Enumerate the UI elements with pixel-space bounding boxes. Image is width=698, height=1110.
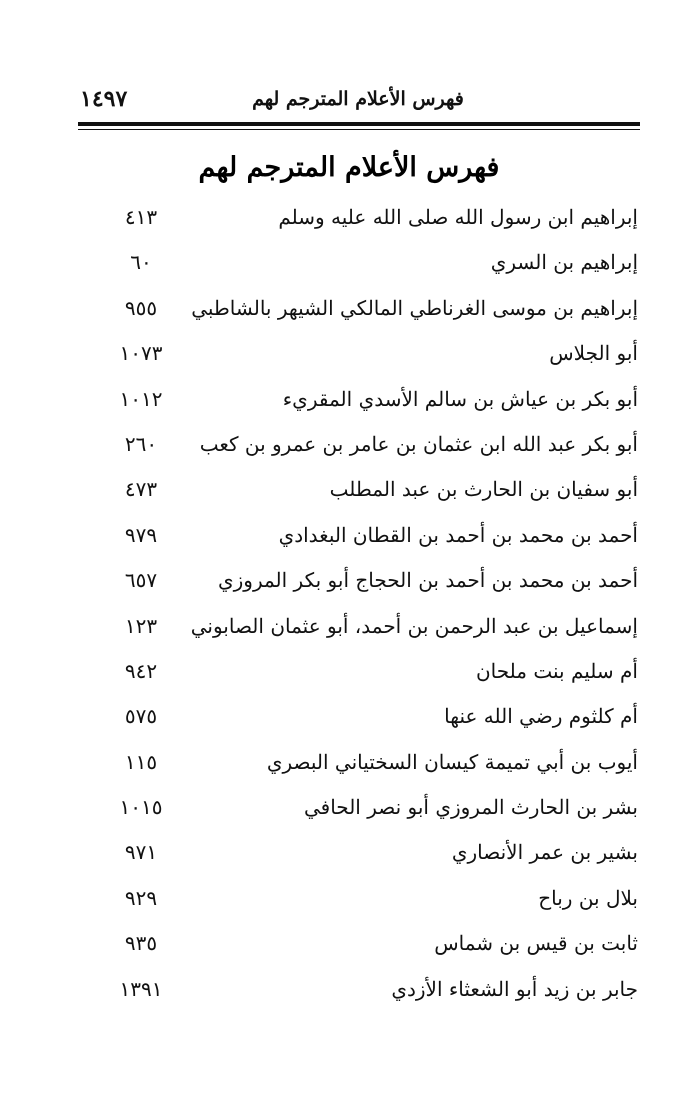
running-title: فهرس الأعلام المترجم لهم [252, 88, 464, 110]
index-entry [110, 607, 638, 652]
index-entry [110, 697, 638, 742]
entry-page-number: ٩٧٩ [124, 522, 158, 547]
entry-page-number: ١٠٧٣ [119, 341, 163, 366]
index-entry [110, 879, 638, 924]
entry-name: أبو بكر بن عياش بن سالم الأسدي المقريء [282, 386, 638, 411]
entry-name: جابر بن زيد أبو الشعثاء الأزدي [391, 976, 638, 1001]
index-entry [110, 198, 638, 243]
index-entry [110, 970, 638, 1015]
entry-page-number: ٩٣٥ [124, 931, 158, 956]
entry-page-number: ٩٧١ [124, 840, 158, 865]
index-entry [110, 924, 638, 969]
index-entry [110, 289, 638, 334]
entry-page-number: ٩٥٥ [124, 295, 158, 320]
entry-name: أبو سفيان بن الحارث بن عبد المطلب [329, 477, 638, 502]
entry-name: أبو بكر عبد الله ابن عثمان بن عامر بن عمرو بن كعب [199, 431, 638, 456]
entry-page-number: ٦٥٧ [124, 568, 158, 593]
entry-page-number: ١٣٩١ [119, 976, 163, 1001]
index-heading: فهرس الأعلام المترجم لهم [198, 152, 500, 183]
index-entry [110, 470, 638, 515]
entry-page-number: ١٠١٥ [119, 795, 163, 820]
entry-page-number: ١٢٣ [124, 613, 158, 638]
index-entry [110, 833, 638, 878]
entry-name: أم سليم بنت ملحان [475, 658, 638, 683]
entry-name: أحمد بن محمد بن أحمد بن الحجاج أبو بكر المروزي [217, 568, 638, 593]
entry-name: بشر بن الحارث المروزي أبو نصر الحافي [303, 795, 638, 820]
entry-name: أيوب بن أبي تميمة كيسان السختياني البصري [266, 749, 638, 774]
index-entry [110, 743, 638, 788]
entry-page-number: ١٠١٢ [119, 386, 163, 411]
entry-name: إبراهيم ابن رسول الله صلى الله عليه وسلم [278, 205, 638, 229]
index-entry [110, 425, 638, 470]
header-rule-thick [78, 122, 640, 126]
header-rule-thin [78, 129, 640, 130]
index-entry [110, 788, 638, 833]
index-entry [110, 652, 638, 697]
entry-name: أبو الجلاس [549, 341, 638, 366]
entry-name: بلال بن رباح [538, 885, 638, 910]
entry-page-number: ٢٦٠ [124, 431, 158, 456]
entry-name: أحمد بن محمد بن أحمد بن القطان البغدادي [278, 522, 638, 547]
page-number: ١٤٩٧ [80, 86, 128, 112]
entry-page-number: ٤١٣ [124, 205, 158, 229]
index-list [110, 198, 638, 1015]
running-header [80, 86, 636, 116]
entry-page-number: ١١٥ [124, 749, 158, 774]
entry-name: بشير بن عمر الأنصاري [451, 840, 638, 865]
index-entry [110, 243, 638, 288]
index-entry [110, 380, 638, 425]
entry-page-number: ٩٤٢ [124, 658, 158, 683]
entry-page-number: ٥٧٥ [124, 704, 158, 729]
index-entry [110, 561, 638, 606]
index-entry [110, 334, 638, 379]
entry-name: إبراهيم بن موسى الغرناطي المالكي الشيهر بالشاطبي [191, 295, 638, 320]
entry-page-number: ٩٢٩ [124, 885, 158, 910]
index-entry [110, 516, 638, 561]
entry-page-number: ٤٧٣ [124, 477, 158, 502]
entry-name: إبراهيم بن السري [490, 250, 638, 275]
entry-name: أم كلثوم رضي الله عنها [444, 704, 638, 729]
entry-name: إسماعيل بن عبد الرحمن بن أحمد، أبو عثمان الصابوني [190, 613, 638, 638]
entry-page-number: ٦٠ [130, 250, 152, 275]
entry-name: ثابت بن قيس بن شماس [434, 931, 638, 956]
